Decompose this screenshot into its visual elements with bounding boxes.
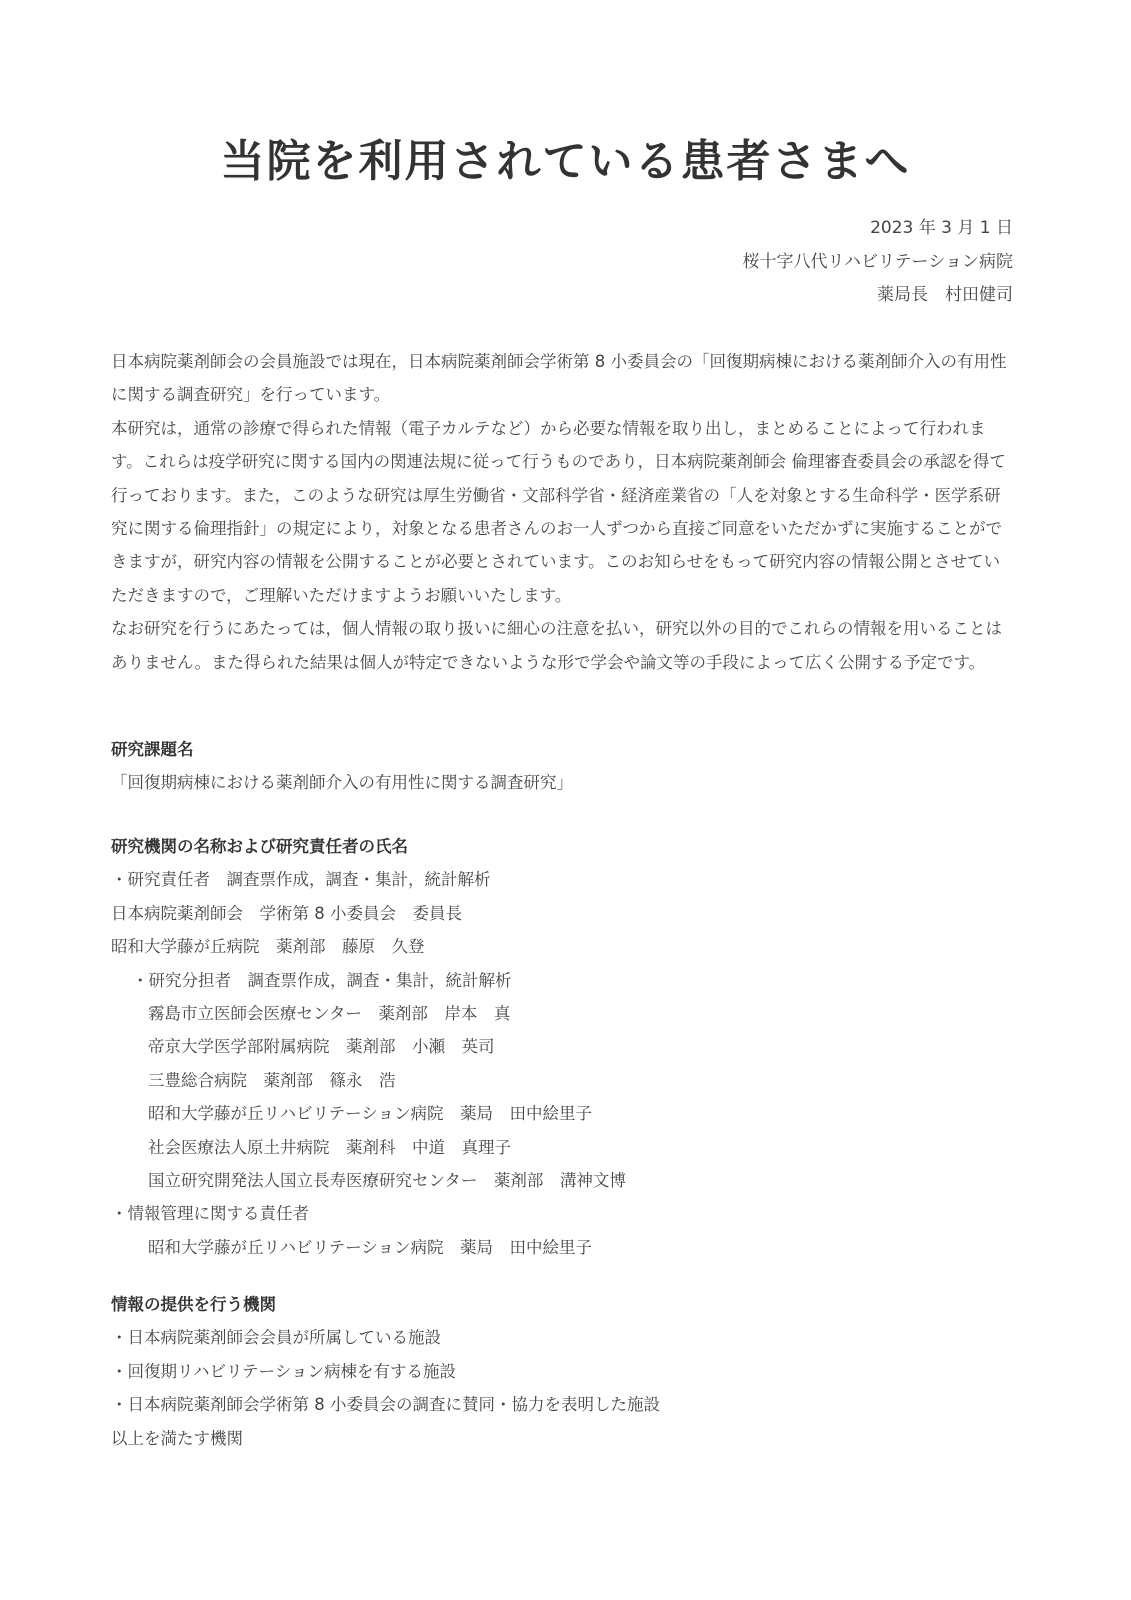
info-manager-role: ・情報管理に関する責任者	[111, 1204, 309, 1224]
page-title: 当院を利用されている患者さまへ	[220, 136, 911, 187]
research-title-heading: 研究課題名	[111, 740, 194, 759]
organization-section	[111, 830, 1016, 1264]
co-member: 社会医療法人原土井病院 薬剤科 中道 真理子	[148, 1137, 511, 1157]
provider-item: ・日本病院薬剤師会会員が所属している施設	[111, 1328, 441, 1348]
provider-item: ・回復期リハビリテーション病棟を有する施設	[111, 1361, 457, 1381]
co-role: ・研究分担者 調査票作成，調査・集計，統計解析	[132, 970, 512, 990]
co-member: 霧島市立医師会医療センター 薬剤部 岸本 真	[148, 1004, 511, 1024]
research-title-text: 「回復期病棟における薬剤師介入の有用性に関する調査研究」	[111, 773, 573, 793]
lead-organization: 日本病院薬剤師会 学術第 8 小委員会 委員長	[111, 903, 462, 923]
organization-heading: 研究機関の名称および研究責任者の氏名	[111, 837, 408, 856]
info-manager-person: 昭和大学藤が丘リハビリテーション病院 薬局 田中絵里子	[148, 1237, 593, 1257]
intro-paragraph-3: なお研究を行うにあたっては，個人情報の取り扱いに細心の注意を払い，研究以外の目的でこれらの情報を用いることはありません。また得られた結果は個人が特定できないような形で学会や論文等の手段によって広く公開する予定です。	[111, 619, 1002, 672]
provider-item: ・日本病院薬剤師会学術第 8 小委員会の調査に賛同・協力を表明した施設	[111, 1395, 660, 1415]
provider-footer: 以上を満たす機関	[111, 1428, 243, 1448]
co-member: 三豊総合病院 薬剤部 篠永 浩	[148, 1070, 396, 1090]
issue-date: 2023 年 3 月 1 日	[870, 218, 1013, 238]
intro-paragraph-2: 本研究は，通常の診療で得られた情報（電子カルテなど）から必要な情報を取り出し，まとめることによって行われます。これらは疫学研究に関する国内の関連法規に従って行うものであり，日本病院薬剤師会 倫理審査委員会の承認を得て行っております。また，このような研究は厚生労働省・文部科学省・経済産業省の「人を対象とする生命科学・医学系研究に関する倫理指針」の規定により，対象となる患者さんのお一人ずつから直接ご同意をいただかずに実施することができますが，研究内容の情報を公開することが必要とされています。このお知らせをもって研究内容の情報公開とさせていただきますので，ご理解いただけますようお願いいたします。	[111, 418, 1006, 605]
co-member: 帝京大学医学部附属病院 薬剤部 小瀬 英司	[148, 1037, 495, 1057]
signer-name: 薬局長 村田健司	[877, 285, 1013, 305]
intro-paragraph-1: 日本病院薬剤師会の会員施設では現在，日本病院薬剤師会学術第 8 小委員会の「回復期病棟における薬剤師介入の有用性に関する調査研究」を行っています。	[111, 352, 1007, 405]
research-title-section	[111, 733, 1016, 800]
provider-heading: 情報の提供を行う機関	[111, 1295, 276, 1314]
provider-section	[111, 1288, 1016, 1455]
lead-person: 昭和大学藤が丘病院 薬剤部 藤原 久登	[111, 937, 425, 957]
co-member: 国立研究開発法人国立長寿医療研究センター 薬剤部 溝神文博	[148, 1171, 626, 1191]
document-meta	[743, 212, 1013, 313]
intro-section	[111, 345, 1016, 679]
co-member: 昭和大学藤が丘リハビリテーション病院 薬局 田中絵里子	[148, 1104, 593, 1124]
lead-role: ・研究責任者 調査票作成，調査・集計，統計解析	[111, 870, 491, 890]
hospital-name: 桜十字八代リハビリテーション病院	[742, 251, 1013, 272]
